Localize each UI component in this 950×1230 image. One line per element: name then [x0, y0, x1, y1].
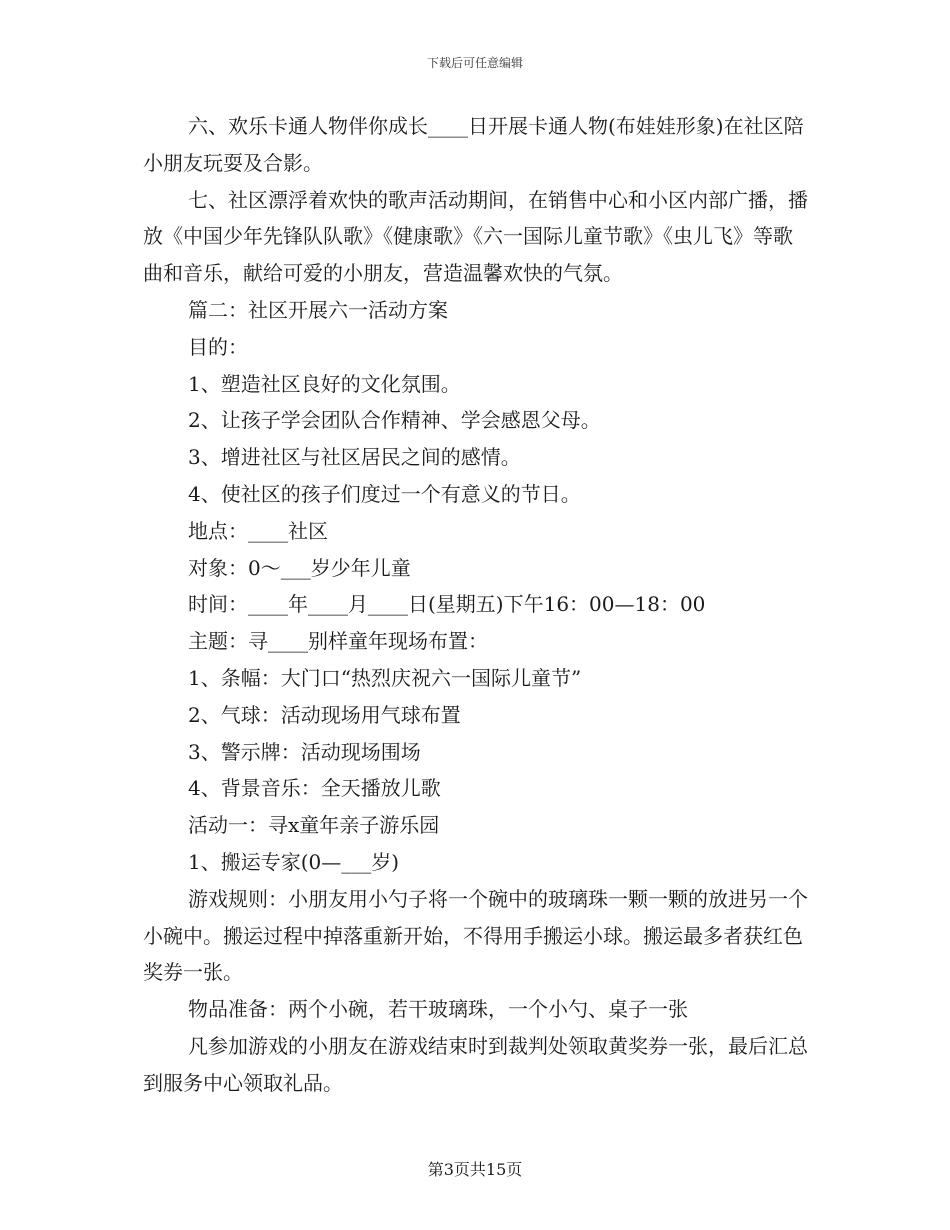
paragraph-cartoon-section: 六、欢乐卡通人物伴你成长____日开展卡通人物(布娃娃形象)在社区陪小朋友玩耍及合影。 [143, 114, 804, 175]
paragraph-purpose-3: 3、增进社区与社区居民之间的感情。 [188, 445, 521, 470]
page-header: 下载后可任意编辑 [426, 56, 523, 70]
paragraph-game-rules: 游戏规则：小朋友用小勺子将一个碗中的玻璃珠一颗一颗的放进另一个小碗中。搬运过程中掉落重新开始，不得用手搬运小球。搬运最多者获红色奖券一张。 [143, 886, 808, 985]
paragraph-chapter-title: 篇二：社区开展六一活动方案 [188, 297, 448, 322]
paragraph-activity-one: 活动一：寻x童年亲子游乐园 [188, 813, 440, 838]
paragraph-location: 地点：____社区 [188, 518, 328, 543]
paragraph-music-section: 七、社区漂浮着欢快的歌声活动期间，在销售中心和小区内部广播，播放《中国少年先锋队队歌》《健康歌》《六一国际儿童节歌》《虫儿飞》等歌曲和音乐，献给可爱的小朋友，营造温馨欢快的气氛。 [143, 187, 808, 286]
paragraph-purpose-2: 2、让孩子学会团队合作精神、学会感恩父母。 [188, 408, 601, 433]
paragraph-purpose-4: 4、使社区的孩子们度过一个有意义的节日。 [188, 481, 581, 506]
paragraph-theme: 主题：寻____别样童年现场布置： [188, 629, 488, 654]
page-footer: 第3页共15页 [427, 1160, 523, 1179]
paragraph-materials: 物品准备：两个小碗，若干玻璃珠，一个小勺、桌子一张 [188, 997, 688, 1022]
paragraph-prize-note: 凡参加游戏的小朋友在游戏结束时到裁判处领取黄奖券一张，最后汇总到服务中心领取礼品。 [143, 1033, 808, 1095]
paragraph-setup-1: 1、条幅：大门口“热烈庆祝六一国际儿童节” [188, 665, 582, 690]
paragraph-purpose-1: 1、塑造社区良好的文化氛围。 [188, 371, 461, 396]
paragraph-audience: 对象：0～___岁少年儿童 [188, 555, 411, 580]
document-body [143, 108, 808, 1102]
paragraph-setup-2: 2、气球：活动现场用气球布置 [188, 702, 461, 727]
paragraph-time: 时间：____年____月____日(星期五)下午16：00—18：00 [188, 592, 706, 617]
paragraph-game-title: 1、搬运专家(0—___岁) [188, 849, 400, 874]
paragraph-setup-4: 4、背景音乐：全天播放儿歌 [188, 776, 441, 801]
paragraph-setup-3: 3、警示牌：活动现场围场 [188, 739, 421, 764]
paragraph-purpose-heading: 目的： [188, 334, 248, 359]
